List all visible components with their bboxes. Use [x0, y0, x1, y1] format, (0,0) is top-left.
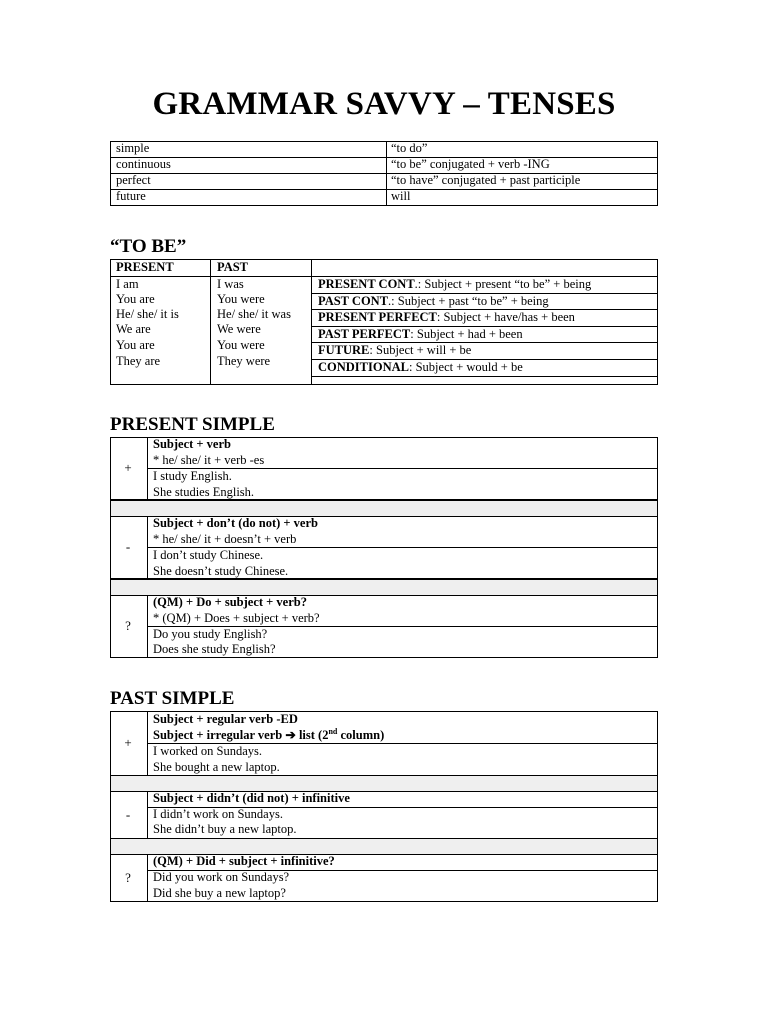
example-sentence: She bought a new laptop.	[153, 760, 280, 774]
example-sentence: I didn’t work on Sundays.	[153, 807, 283, 821]
example-sentence: Did she buy a new laptop?	[153, 886, 286, 900]
spacer-row	[110, 579, 658, 596]
present-form: You are	[116, 338, 155, 352]
right-arrow-icon: ➔	[285, 728, 296, 742]
positive-symbol: +	[124, 735, 132, 750]
past-form: I was	[217, 277, 244, 291]
structure-note: * he/ she/ it + verb -es	[153, 453, 265, 467]
structure-rule: Subject + don’t (do not) + verb	[153, 516, 318, 530]
example-sentence: She doesn’t study Chinese.	[153, 564, 289, 578]
past-form: You were	[217, 338, 265, 352]
rule-past-perfect: PAST PERFECT: Subject + had + been	[318, 327, 523, 341]
column-divider	[311, 259, 312, 385]
present-form: They are	[116, 354, 161, 368]
rule-future: FUTURE: Subject + will + be	[318, 343, 472, 357]
overview-name: simple	[116, 141, 150, 155]
row-divider	[110, 157, 658, 158]
present-form: He/ she/ it is	[116, 307, 179, 321]
column-divider	[147, 854, 148, 902]
structure-rule: Subject + verb	[153, 437, 231, 451]
overview-name: continuous	[116, 157, 171, 171]
to-be-heading: “TO BE”	[110, 236, 187, 257]
negative-symbol: -	[125, 539, 131, 554]
example-sentence: Did you work on Sundays?	[153, 870, 290, 884]
overview-form: “to have” conjugated + past participle	[391, 173, 581, 187]
question-symbol: ?	[125, 618, 131, 633]
page-title: GRAMMAR SAVVY – TENSES	[152, 86, 616, 122]
past-simple-heading: PAST SIMPLE	[110, 688, 235, 709]
row-divider	[311, 376, 658, 377]
example-sentence: Do you study English?	[153, 627, 268, 641]
structure-note: * he/ she/ it + doesn’t + verb	[153, 532, 297, 546]
structure-note: * (QM) + Does + subject + verb?	[153, 611, 320, 625]
structure-rule: (QM) + Did + subject + infinitive?	[153, 854, 335, 868]
spacer-row	[110, 838, 658, 855]
overview-name: perfect	[116, 173, 151, 187]
present-form: I am	[116, 277, 139, 291]
overview-form: “to do”	[391, 141, 428, 155]
structure-rule: Subject + didn’t (did not) + infinitive	[153, 791, 350, 805]
example-sentence: She studies English.	[153, 485, 255, 499]
structure-rule: Subject + regular verb -ED	[153, 712, 298, 726]
rule-present-perfect: PRESENT PERFECT: Subject + have/has + been	[318, 310, 575, 324]
rule-conditional: CONDITIONAL: Subject + would + be	[318, 360, 523, 374]
rule-past-cont: PAST CONT.: Subject + past “to be” + being	[318, 294, 549, 308]
structure-rule-irregular: Subject + irregular verb ➔ list (2nd column)	[153, 726, 385, 742]
present-simple-heading: PRESENT SIMPLE	[110, 414, 275, 435]
rule-present-cont: PRESENT CONT.: Subject + present “to be” + being	[318, 277, 592, 291]
overview-form: “to be” conjugated + verb -ING	[391, 157, 550, 171]
spacer-row	[110, 500, 658, 517]
present-header: PRESENT	[116, 260, 174, 274]
present-form: We are	[116, 322, 151, 336]
example-sentence: I worked on Sundays.	[153, 744, 263, 758]
past-form: He/ she/ it was	[217, 307, 291, 321]
structure-rule: (QM) + Do + subject + verb?	[153, 595, 307, 609]
row-divider	[110, 189, 658, 190]
example-sentence: Does she study English?	[153, 642, 276, 656]
past-header: PAST	[217, 260, 249, 274]
header-divider	[110, 276, 311, 277]
past-form: You were	[217, 292, 265, 306]
overview-form: will	[391, 189, 411, 203]
spacer-row	[110, 775, 658, 792]
positive-symbol: +	[124, 460, 132, 475]
example-sentence: She didn’t buy a new laptop.	[153, 822, 297, 836]
present-form: You are	[116, 292, 155, 306]
negative-symbol: -	[125, 807, 131, 822]
column-divider	[210, 259, 211, 385]
past-form: We were	[217, 322, 261, 336]
example-sentence: I don’t study Chinese.	[153, 548, 264, 562]
example-sentence: I study English.	[153, 469, 232, 483]
past-form: They were	[217, 354, 271, 368]
column-divider	[147, 791, 148, 839]
question-symbol: ?	[125, 870, 131, 885]
overview-name: future	[116, 189, 146, 203]
